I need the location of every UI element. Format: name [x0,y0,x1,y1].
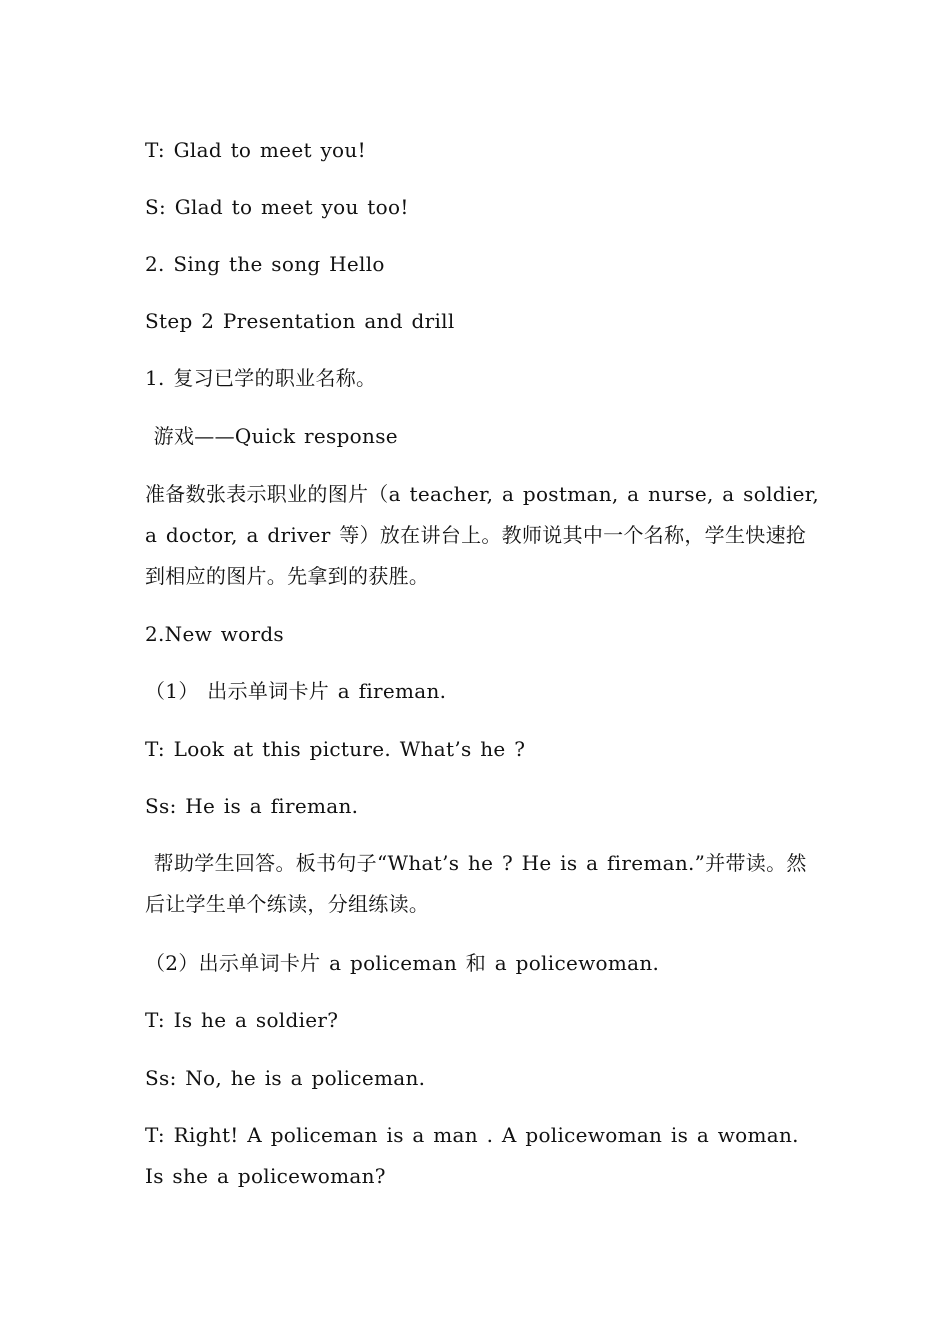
dialogue-line: T: Look at this picture. What’s he ? [145,737,526,761]
step-item: 2. Sing the song Hello [145,252,385,276]
step-item: 1. 复习已学的职业名称。 [145,366,377,390]
dialogue-line: T: Glad to meet you! [145,138,366,162]
dialogue-line: T: Right! A policeman is a man . A policewoman is a woman. Is she a policewoman? [145,1123,808,1188]
game-title: 游戏——Quick response [145,424,398,448]
instruction-paragraph: 帮助学生回答。板书句子“What’s he ? He is a fireman.”并带读。然后让学生单个练读，分组练读。 [145,851,807,916]
dialogue-line: Ss: No, he is a policeman. [145,1066,426,1090]
step-heading: Step 2 Presentation and drill [145,309,455,333]
instruction-paragraph: 准备数张表示职业的图片（a teacher, a postman, a nurse, a soldier, a doctor, a driver 等）放在讲台上。教师说其中一个名称，学生快速抢到相应的图片。先拿到的获胜。 [145,482,828,588]
section-heading: 2.New words [145,622,284,646]
dialogue-line: Ss: He is a fireman. [145,794,359,818]
dialogue-line: S: Glad to meet you too! [145,195,409,219]
step-item: （2）出示单词卡片 a policeman 和 a policewoman. [145,951,660,975]
step-item: （1） 出示单词卡片 a fireman. [145,679,447,703]
dialogue-line: T: Is he a soldier? [145,1008,339,1032]
